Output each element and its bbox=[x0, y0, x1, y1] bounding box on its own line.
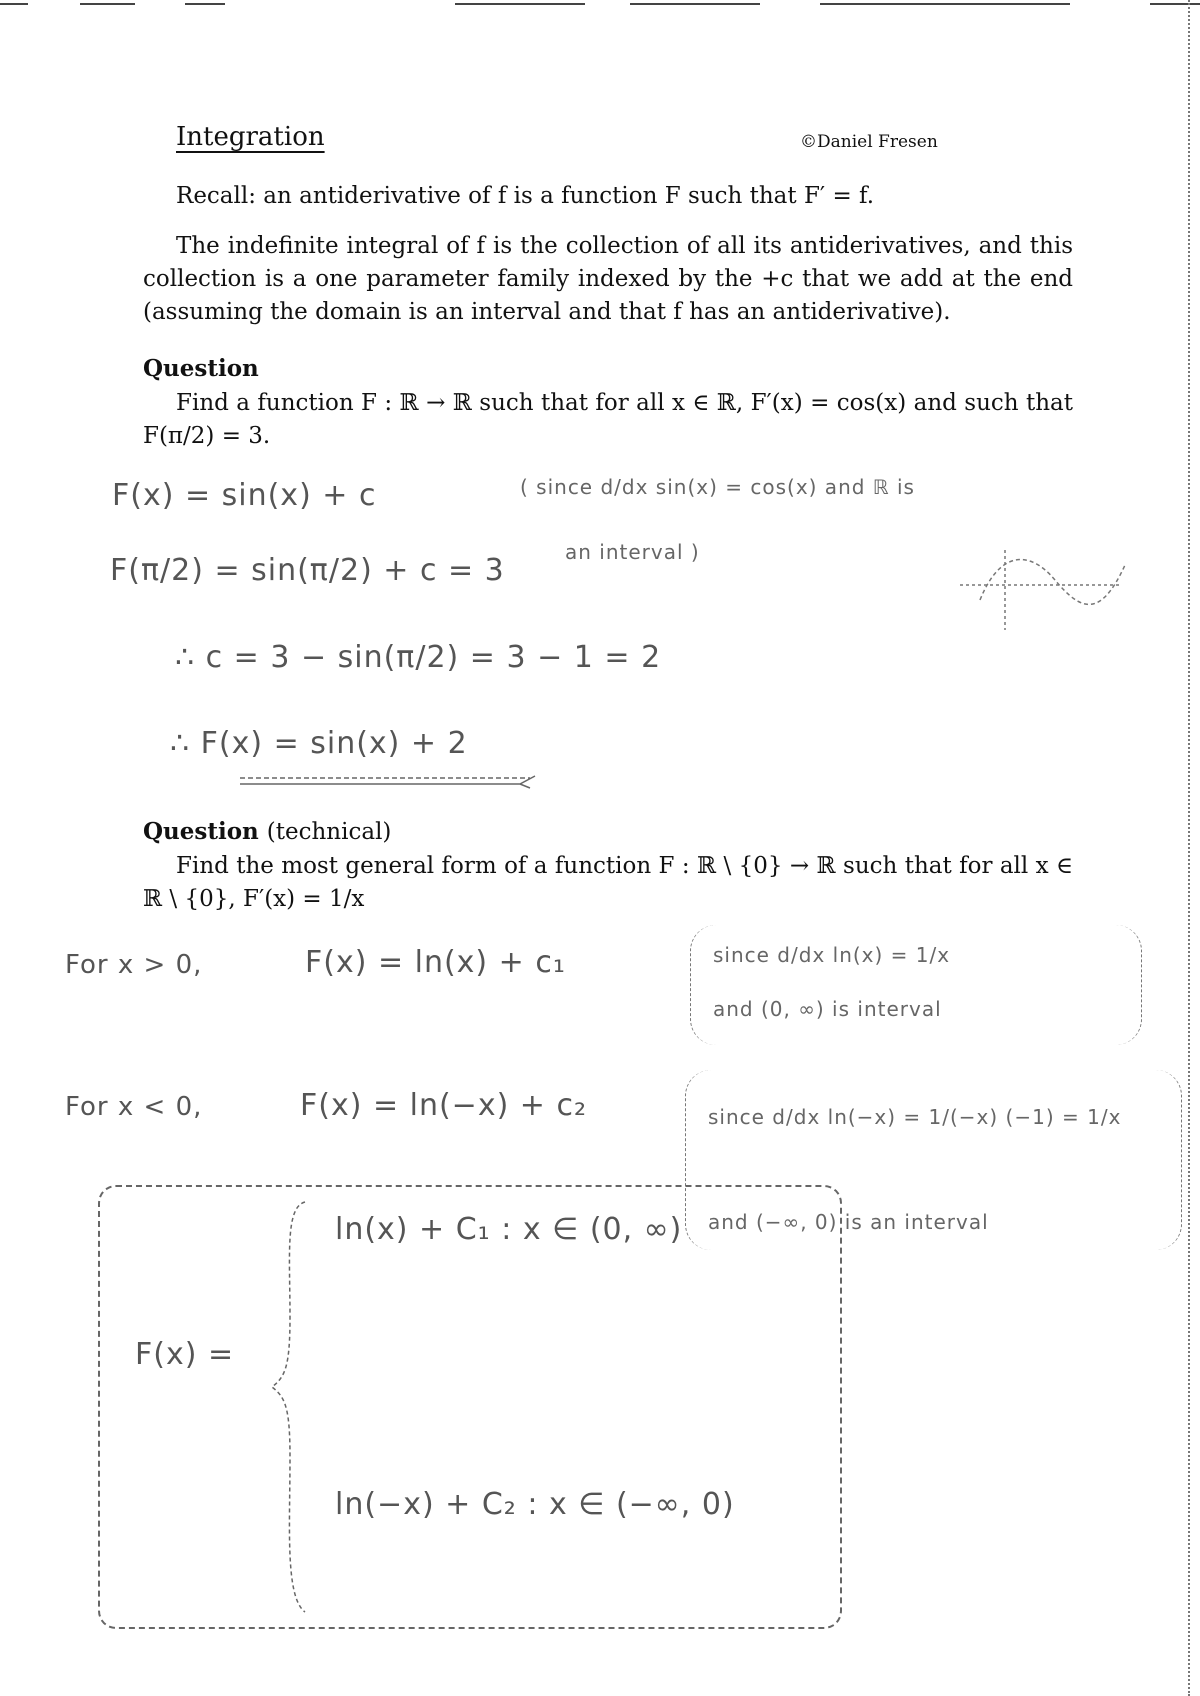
scan-top-marks bbox=[0, 0, 1200, 14]
sine-sketch bbox=[960, 545, 1140, 635]
final-answer-case-1: ln(x) + C₁ : x ∈ (0, ∞) bbox=[335, 1212, 683, 1247]
q2-case-1-note bbox=[690, 925, 1142, 1045]
q2-case-1-note-a: since d/dx ln(x) = 1/x bbox=[713, 943, 951, 967]
q2-case-2-note-b: and (−∞, 0) is an interval bbox=[708, 1210, 989, 1234]
q2-case-2-label: For x < 0, bbox=[65, 1092, 203, 1122]
piecewise-brace bbox=[270, 1197, 310, 1617]
question-1-heading: Question bbox=[143, 355, 259, 382]
q1-work-line-1: F(x) = sin(x) + c bbox=[112, 478, 377, 513]
q2-case-1-note-b: and (0, ∞) is interval bbox=[713, 997, 942, 1021]
q1-work-line-3: ∴ c = 3 − sin(π/2) = 3 − 1 = 2 bbox=[175, 640, 662, 675]
final-answer-case-2: ln(−x) + C₂ : x ∈ (−∞, 0) bbox=[335, 1487, 735, 1522]
question-2-heading-suffix: (technical) bbox=[266, 819, 392, 845]
scan-page-edge bbox=[1188, 0, 1200, 1696]
final-answer-box bbox=[98, 1185, 842, 1629]
question-1-text: Find a function F : ℝ → ℝ such that for all x ∈ ℝ, F′(x) = cos(x) and such that F(π/2) = 3. bbox=[143, 390, 1073, 449]
q1-note-line-1: ( since d/dx sin(x) = cos(x) and ℝ is bbox=[520, 475, 915, 499]
copyright-notice: ©Daniel Fresen bbox=[800, 132, 938, 152]
question-2-heading bbox=[143, 818, 391, 845]
final-answer-lhs: F(x) = bbox=[135, 1337, 235, 1372]
q2-case-2-note-a: since d/dx ln(−x) = 1/(−x) (−1) = 1/x bbox=[708, 1105, 1122, 1129]
q2-case-2: F(x) = ln(−x) + c₂ bbox=[300, 1088, 588, 1123]
recall-definition: Recall: an antiderivative of f is a function F such that F′ = f. bbox=[176, 183, 875, 209]
q1-work-line-2: F(π/2) = sin(π/2) + c = 3 bbox=[110, 553, 505, 588]
q2-case-1-label: For x > 0, bbox=[65, 950, 203, 980]
answer-underline-arrow bbox=[240, 770, 540, 790]
q1-note-line-2: an interval ) bbox=[565, 540, 700, 564]
q1-answer: ∴ F(x) = sin(x) + 2 bbox=[170, 726, 468, 761]
page-title: Integration bbox=[176, 122, 325, 152]
question-2-heading-label: Question bbox=[143, 818, 259, 845]
q2-case-1: F(x) = ln(x) + c₁ bbox=[305, 945, 566, 980]
question-2-text: Find the most general form of a function F : ℝ \ {0} → ℝ such that for all x ∈ ℝ \ {0}, F′(x) = 1/x bbox=[143, 853, 1073, 912]
indefinite-integral-paragraph: The indefinite integral of f is the collection of all its antiderivatives, and this collection is a one parameter family indexed by the +c that we add at the end (assuming the domain is an interval and that f has an antiderivative). bbox=[143, 233, 1073, 325]
